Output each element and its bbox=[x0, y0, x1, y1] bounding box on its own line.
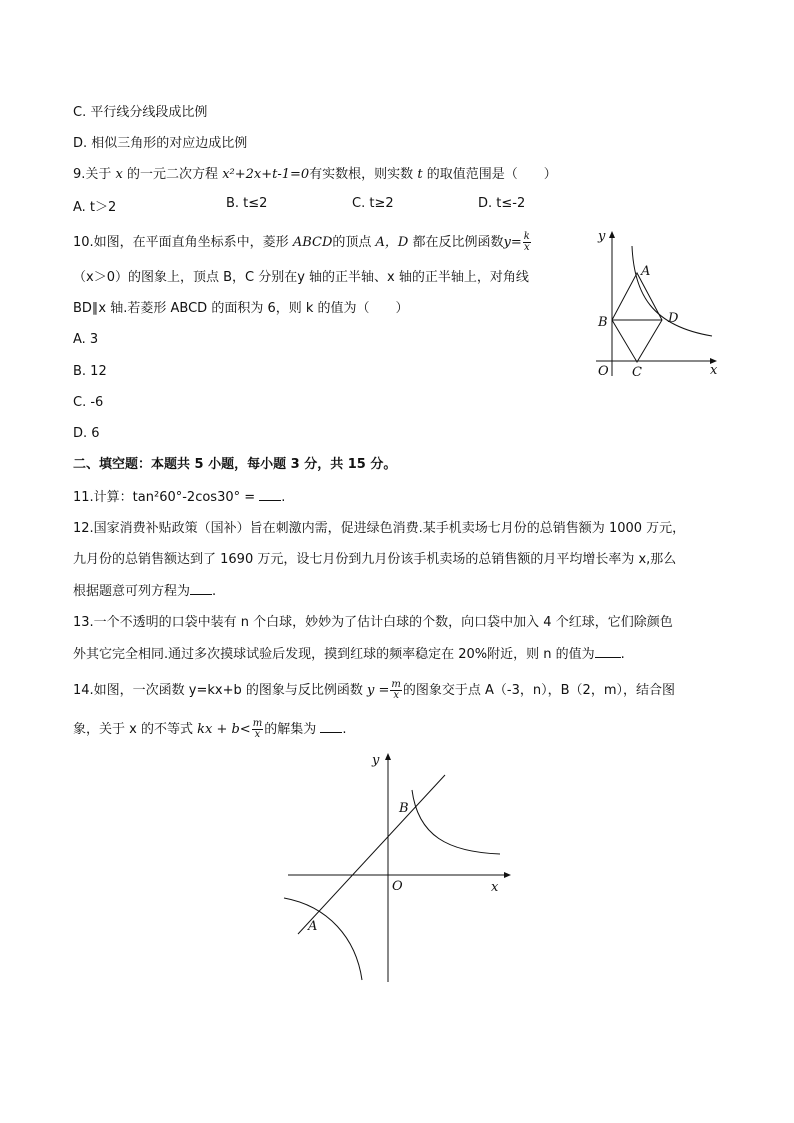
q12-line-2: 九月份的总销售额达到了 1690 万元，设七月份到九月份该手机卖场的总销售额的月平均增长率为 x,那么 bbox=[73, 552, 677, 567]
q10-rhombus-name: ABCD bbox=[292, 235, 333, 250]
q10-line-3: BD∥x 轴.若菱形 ABCD 的面积为 6，则 k 的值为（ ） bbox=[73, 301, 409, 316]
q14-y-eq: y = bbox=[367, 683, 390, 698]
q8-option-d: D. 相似三角形的对应边成比例 bbox=[73, 136, 248, 151]
q13-line-1: 13.一个不透明的口袋中装有 n 个白球，妙妙为了估计白球的个数，向口袋中加入 4 个红球，它们除颜色 bbox=[73, 615, 673, 630]
q9-text-2: 的一元二次方程 bbox=[127, 167, 219, 182]
q10-label-c: C bbox=[632, 365, 642, 380]
q10-label-y: y bbox=[598, 229, 606, 244]
q11-text: 11.计算：tan²60°-2cos30° = bbox=[73, 490, 256, 505]
q14-text-1: 14.如图，一次函数 y=kx+b 的图象与反比例函数 bbox=[73, 683, 363, 698]
q14-line-2 bbox=[73, 719, 346, 740]
q14-label-a: A bbox=[308, 919, 318, 934]
q9-text-1: 9.关于 bbox=[73, 167, 112, 182]
q11-end: . bbox=[281, 490, 286, 505]
q12-end: . bbox=[212, 584, 217, 599]
q14-frac-num-2: m bbox=[252, 718, 263, 729]
q10-label-o: O bbox=[598, 364, 609, 379]
q14-label-o: O bbox=[392, 879, 403, 894]
q13-line-2 bbox=[73, 645, 625, 664]
q14-frac-den-1: x bbox=[393, 690, 399, 701]
q10-label-a: A bbox=[641, 264, 651, 279]
q10-frac-num: k bbox=[523, 231, 530, 242]
q10-label-b: B bbox=[598, 315, 608, 330]
q10-option-a: A. 3 bbox=[73, 332, 99, 347]
q11-answer-blank bbox=[259, 488, 281, 501]
section-heading-desc: 本题共 5 小题，每小题 3 分，共 15 分。 bbox=[151, 457, 397, 472]
q14-text-4: 的解集为 bbox=[264, 722, 317, 737]
q13-line-2-text: 外其它完全相同.通过多次摸球试验后发现，摸到红球的频率稳定在 20%附近，则 n 的值为 bbox=[73, 647, 595, 662]
q14-frac-num-1: m bbox=[391, 679, 401, 690]
q10-line-1 bbox=[73, 232, 532, 253]
q14-text-3: 象，关于 x 的不等式 bbox=[73, 722, 193, 737]
q9-option-d: D. t≤-2 bbox=[478, 196, 526, 211]
q12-answer-blank bbox=[190, 582, 212, 595]
q10-points-ad: A，D bbox=[375, 235, 409, 250]
q11-stem bbox=[73, 488, 285, 507]
q8-option-c: C. 平行线分线段成比例 bbox=[73, 105, 208, 120]
q10-fraction bbox=[523, 232, 531, 253]
q9-text-3: 有实数根，则实数 bbox=[309, 167, 414, 182]
q14-label-b: B bbox=[399, 801, 409, 816]
q10-label-x: x bbox=[710, 363, 718, 378]
q14-end: . bbox=[342, 722, 347, 737]
q9-option-b: B. t≤2 bbox=[226, 196, 268, 211]
q14-label-x: x bbox=[491, 880, 499, 895]
q14-text-2: 的图象交于点 A（-3，n），B（2，m），结合图 bbox=[402, 683, 675, 698]
q14-label-y: y bbox=[372, 753, 380, 768]
q9-equation: x²+2x+t-1=0 bbox=[222, 167, 310, 182]
q10-figure bbox=[588, 224, 728, 384]
q14-figure bbox=[280, 748, 520, 988]
q14-line-1 bbox=[73, 680, 675, 701]
q14-fraction-1 bbox=[390, 680, 401, 701]
q9-stem bbox=[73, 166, 557, 184]
q10-line-2: （x＞0）的图象上，顶点 B，C 分别在y 轴的正半轴、x 轴的正半轴上，对角线 bbox=[73, 270, 529, 285]
q14-line-graph bbox=[298, 775, 445, 934]
q10-option-d: D. 6 bbox=[73, 426, 100, 441]
q10-option-b: B. 12 bbox=[73, 364, 107, 379]
q10-text-3: 都在反比例函数 bbox=[412, 235, 504, 250]
q12-line-1: 12.国家消费补贴政策（国补）旨在刺激内需，促进绿色消费.某手机卖场七月份的总销售额为 1000 万元， bbox=[73, 521, 686, 536]
q14-inequality: kx + b< bbox=[197, 722, 251, 737]
q10-label-d: D bbox=[668, 311, 679, 326]
q9-var-t: t bbox=[417, 167, 423, 182]
q9-option-a: A. t＞2 bbox=[73, 200, 117, 215]
q9-option-c: C. t≥2 bbox=[352, 196, 394, 211]
q9-text-4: 的取值范围是（ ） bbox=[426, 167, 557, 182]
q10-text-2: 的顶点 bbox=[332, 235, 372, 250]
q10-y-eq: y= bbox=[503, 235, 522, 250]
q10-frac-den: x bbox=[523, 242, 530, 253]
q13-answer-blank bbox=[595, 645, 621, 658]
q13-end: . bbox=[620, 647, 625, 662]
q14-answer-blank bbox=[320, 720, 342, 733]
q9-var-x: x bbox=[115, 167, 123, 182]
q10-rhombus bbox=[612, 273, 662, 362]
q10-text-1: 10.如图，在平面直角坐标系中，菱形 bbox=[73, 235, 289, 250]
q14-hyperbola-upper bbox=[412, 790, 500, 854]
q10-option-c: C. -6 bbox=[73, 395, 104, 410]
q12-line-3-text: 根据题意可列方程为 bbox=[73, 584, 191, 599]
section-heading-title: 二、填空题： bbox=[73, 457, 152, 472]
q14-hyperbola-lower bbox=[284, 898, 362, 980]
q12-line-3 bbox=[73, 582, 216, 601]
section-heading bbox=[73, 456, 396, 474]
q14-fraction-2 bbox=[252, 719, 263, 740]
q14-frac-den-2: x bbox=[254, 729, 261, 740]
